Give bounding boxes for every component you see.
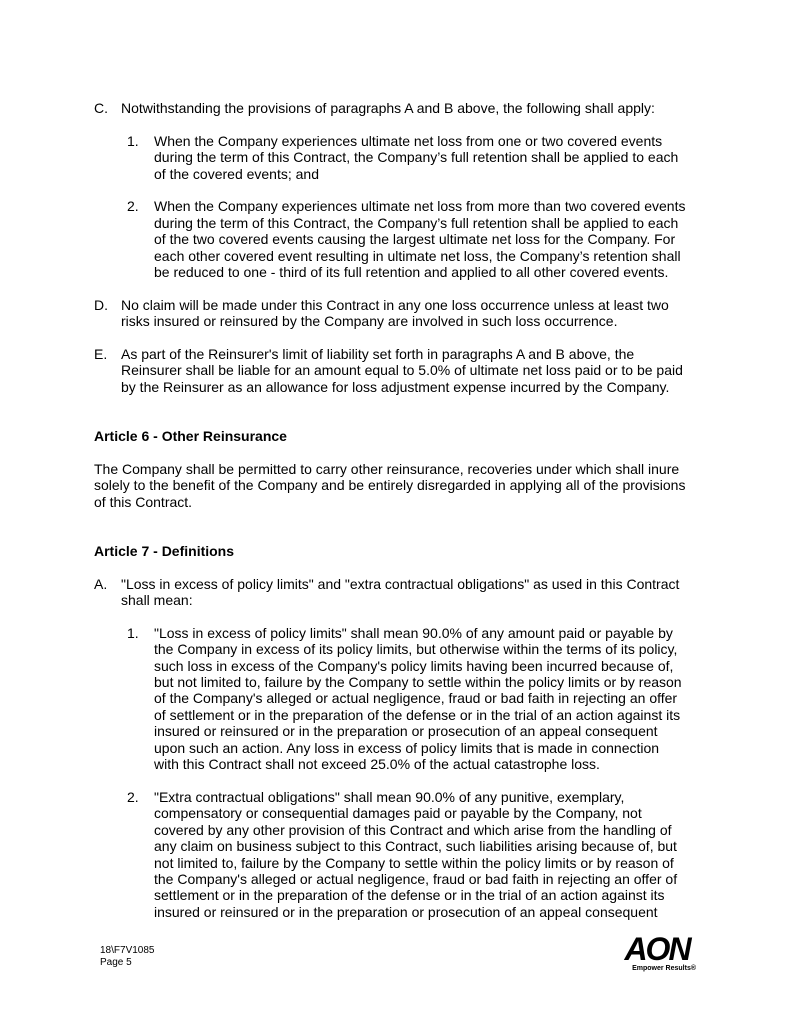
- article-7-heading: Article 7 - Definitions: [94, 542, 235, 559]
- page-number: Page 5: [100, 957, 132, 968]
- line: insured or reinsured or in the preparation or prosecution of an appeal consequent: [154, 903, 658, 920]
- line: be reduced to one - third of its full retention and applied to all other covered events.: [154, 264, 669, 281]
- line: settlement or in the preparation of the defense or in the trial of an action against its: [154, 887, 665, 904]
- page-footer: [100, 945, 155, 969]
- line: When the Company experiences ultimate net loss from more than two covered events: [154, 198, 686, 215]
- paragraph-e: [94, 346, 699, 395]
- line: When the Company experiences ultimate net loss from one or two covered events: [154, 132, 663, 149]
- line: solely to the benefit of the Company and be entirely disregarded in applying all of the provisions: [94, 477, 686, 494]
- aon-logo-wordmark: AON: [624, 931, 690, 967]
- article-7-item-2: [94, 789, 699, 920]
- line: with this Contract shall not exceed 25.0% of the actual catastrophe loss.: [154, 756, 600, 773]
- line: of this Contract.: [94, 493, 193, 510]
- paragraph-label: A.: [94, 575, 108, 592]
- line: "Loss in excess of policy limits" shall mean 90.0% of any amount paid or payable by: [154, 624, 673, 641]
- line: insured or reinsured or in the preparation or prosecution of an appeal consequent: [154, 723, 658, 740]
- line: the Company in excess of its policy limits, but otherwise within the terms of its policy,: [154, 641, 678, 658]
- line: during the term of this Contract, the Company’s full retention shall be applied to each: [154, 214, 679, 231]
- document-body: [94, 100, 699, 920]
- line: No claim will be made under this Contract in any one loss occurrence unless at least two: [121, 296, 669, 313]
- item-label: 2.: [127, 198, 139, 215]
- item-label: 2.: [127, 788, 139, 805]
- line: compensatory or consequential damages paid or payable by the Company, not: [154, 805, 642, 822]
- paragraph-label: D.: [94, 296, 108, 313]
- article-6-body: [94, 461, 699, 510]
- article-7-item-1: [94, 625, 699, 773]
- line: not limited to, failure by the Company to settle within the policy limits or by reason of: [154, 854, 674, 871]
- aon-tagline: Empower Results®: [632, 965, 696, 972]
- line: covered by any other provision of this Contract and which arise from the handling of: [154, 821, 672, 838]
- item-label: 1.: [127, 624, 139, 641]
- line: by the Reinsurer as an allowance for loss adjustment expense incurred by the Company.: [121, 378, 670, 395]
- line: such loss in excess of the Company's policy limits having been incurred because of,: [154, 657, 674, 674]
- document-id: 18\F7V1085: [100, 945, 155, 956]
- paragraph-d: [94, 297, 699, 330]
- line: Reinsurer shall be liable for an amount equal to 5.0% of ultimate net loss paid or to be paid: [121, 362, 683, 379]
- paragraph-label: E.: [94, 346, 108, 363]
- line: The Company shall be permitted to carry other reinsurance, recoveries under which shall inure: [94, 460, 680, 477]
- line: during the term of this Contract, the Company’s full retention shall be applied to each: [154, 149, 679, 166]
- line: but not limited to, failure by the Company to settle within the policy limits or by reason: [154, 674, 682, 691]
- article-7-paragraph-a: [94, 576, 699, 609]
- line: of the covered events; and: [154, 165, 319, 182]
- line: "Loss in excess of policy limits" and "extra contractual obligations" as used in this Contract: [121, 575, 680, 592]
- line: each other covered event resulting in ultimate net loss, the Company’s retention shall: [154, 247, 681, 264]
- item-label: 1.: [127, 132, 139, 149]
- line: As part of the Reinsurer's limit of liability set forth in paragraphs A and B above, the: [121, 346, 635, 363]
- line: upon such an action. Any loss in excess of policy limits that is made in connection: [154, 739, 660, 756]
- paragraph-c-item-1: [94, 133, 699, 182]
- line: of settlement or in the preparation of the defense or in the trial of an action against its: [154, 706, 681, 723]
- line: of the Company's alleged or actual negligence, fraud or bad faith in rejecting an offer: [154, 690, 678, 707]
- paragraph-label: C.: [94, 100, 108, 116]
- article-6-heading: Article 6 - Other Reinsurance: [94, 428, 287, 445]
- paragraph-text: Notwithstanding the provisions of paragraphs A and B above, the following shall apply:: [121, 100, 655, 116]
- line: risks insured or reinsured by the Company are involved in such loss occurrence.: [121, 313, 618, 330]
- paragraph-c-item-2: [94, 198, 699, 280]
- line: of the two covered events causing the largest ultimate net loss for the Company. For: [154, 231, 676, 248]
- line: any claim on business subject to this Contract, such liabilities arising because of, but: [154, 838, 677, 855]
- line: "Extra contractual obligations" shall mean 90.0% of any punitive, exemplary,: [154, 788, 625, 805]
- paragraph-c: [94, 100, 699, 116]
- line: the Company's alleged or actual negligence, fraud or bad faith in rejecting an offer of: [154, 870, 678, 887]
- line: shall mean:: [121, 592, 193, 609]
